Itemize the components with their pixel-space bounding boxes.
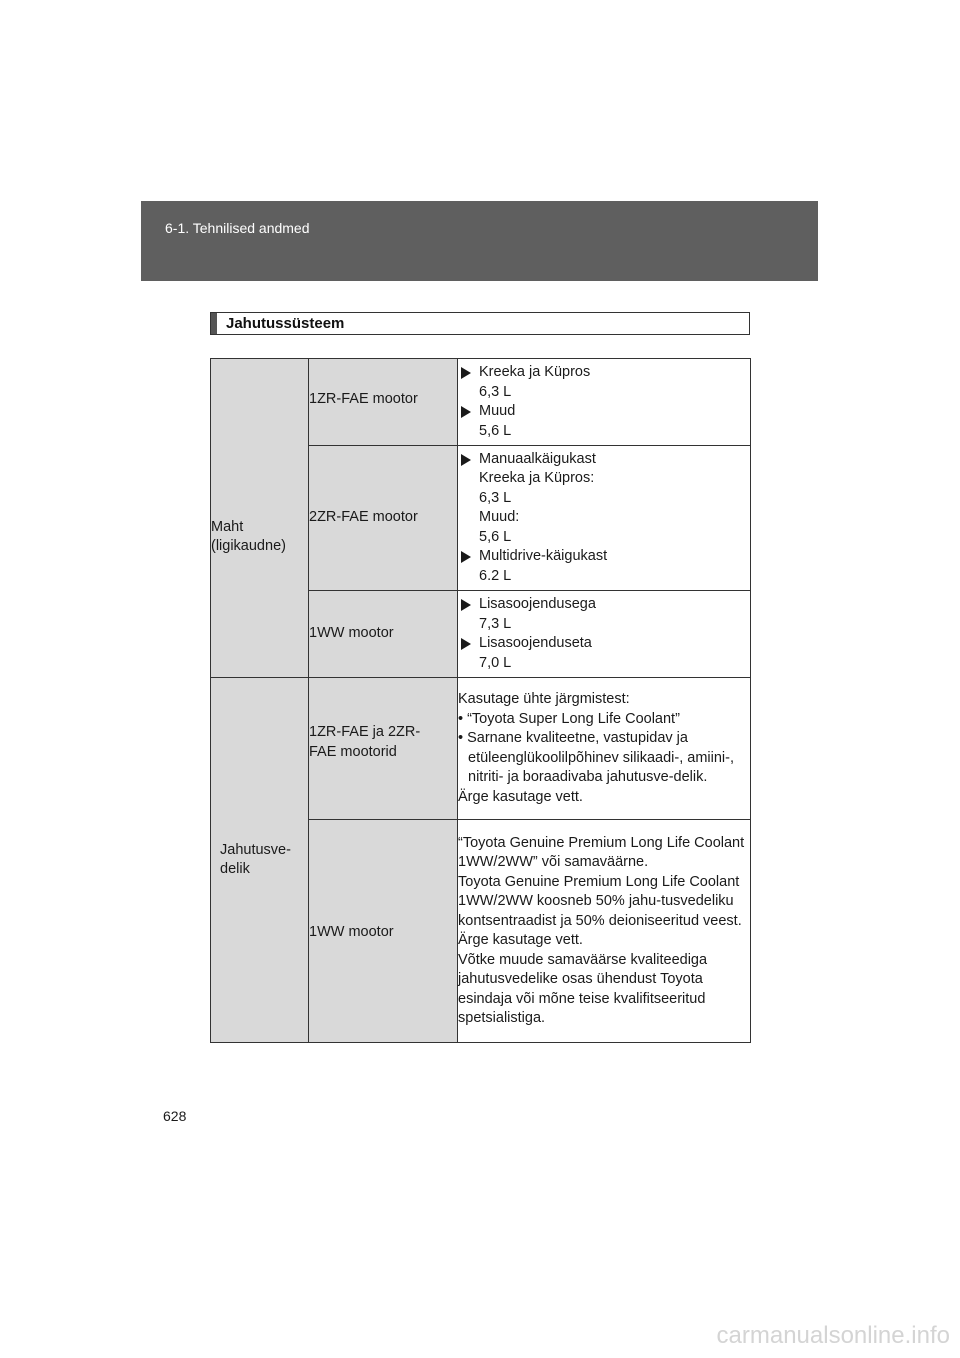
list-item: Kreeka ja Küpros — [458, 363, 750, 383]
capacity-values-cell — [458, 359, 751, 446]
section-header-band — [141, 201, 818, 281]
list-item: Muud — [458, 402, 750, 422]
coolant-values-cell — [458, 820, 751, 1043]
list-item: Võtke muude samaväärse kvaliteediga jahutusvedelike osas ühendust Toyota esindaja või mõne teise kvalifitseeritud spetsialistiga. — [458, 951, 708, 1026]
list-item: Manuaalkäigukast — [458, 450, 750, 470]
coolant-label-cell — [211, 678, 309, 1043]
engine-cell — [309, 446, 458, 591]
capacity-label: Maht (ligikaudne) — [211, 518, 286, 554]
capacity-values-cell — [458, 446, 751, 591]
list-item: “Toyota Genuine Premium Long Life Coolant 1WW/2WW” või samaväärne. — [458, 834, 745, 870]
list-item: 6,3 L — [479, 383, 512, 400]
list-item: Multidrive-käigukast — [458, 547, 750, 567]
list-item: Kasutage ühte järgmistest: — [458, 691, 630, 707]
list-item: Ärge kasutage vett. — [458, 932, 583, 948]
capacity-label-cell — [211, 359, 309, 678]
list-item: Muud: — [479, 509, 520, 526]
list-item: 5,6 L — [479, 528, 512, 545]
table-row — [211, 678, 751, 820]
list-item: 7,0 L — [479, 654, 512, 671]
capacity-values-cell — [458, 591, 751, 678]
engine-cell — [309, 820, 458, 1043]
engine-cell — [309, 591, 458, 678]
list-item: Kreeka ja Küpros: — [479, 470, 595, 487]
list-item: • “Toyota Super Long Life Coolant” — [458, 710, 680, 727]
list-item: 6,3 L — [479, 489, 512, 506]
list-item: 7,3 L — [479, 615, 512, 632]
list-item: 6.2 L — [479, 567, 512, 584]
list-item: Ärge kasutage vett. — [458, 788, 583, 805]
list-item: • Sarnane kvaliteetne, vastupidav ja etüleenglükoolilpõhinev silikaadi-, amiini-, nitriti- ja boraadivaba jahutusve-delik. — [458, 730, 734, 785]
table-row — [211, 359, 751, 446]
engine-cell — [309, 359, 458, 446]
cooling-system-table — [210, 358, 751, 1043]
watermark: carmanualsonline.info — [716, 1322, 950, 1349]
coolant-values-cell — [458, 678, 751, 820]
section-label: 6-1. Tehnilised andmed — [165, 220, 310, 236]
engine-label: 1WW mootor — [309, 625, 394, 642]
engine-label: 1ZR-FAE mootor — [309, 391, 418, 408]
list-item: 5,6 L — [479, 422, 512, 439]
page-number: 628 — [163, 1108, 187, 1124]
list-item: Toyota Genuine Premium Long Life Coolant 1WW/2WW koosneb 50% jahu-tusvedeliku kontsentraadist ja 50% deioniseeritud veest. — [458, 873, 742, 929]
coolant-label: Jahutusve- delik — [220, 841, 291, 877]
list-item: Lisasoojenduseta — [458, 634, 750, 654]
engine-label: 1ZR-FAE ja 2ZR- FAE mootorid — [309, 724, 421, 760]
engine-cell — [309, 678, 458, 820]
section-title: Jahutussüsteem — [226, 315, 345, 332]
list-item: Lisasoojendusega — [458, 595, 750, 615]
engine-label: 1WW mootor — [309, 924, 394, 941]
section-title-box — [210, 312, 750, 335]
title-accent-bar — [211, 313, 217, 334]
engine-label: 2ZR-FAE mootor — [309, 509, 418, 526]
